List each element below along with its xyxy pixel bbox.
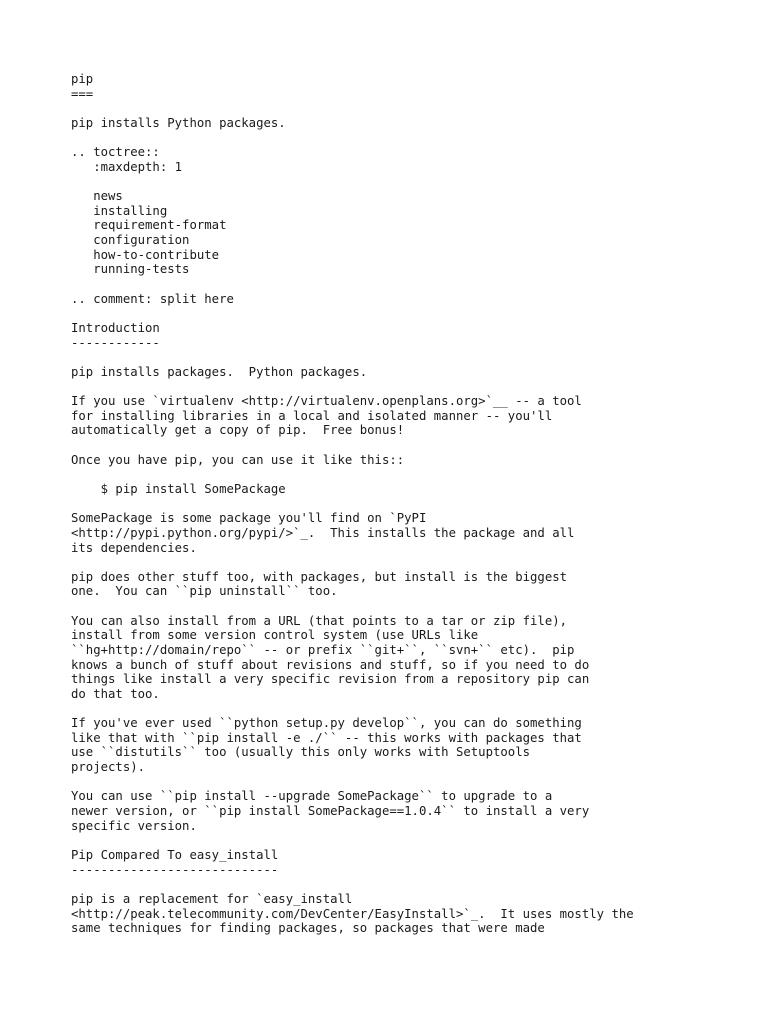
text-line: [71, 877, 751, 892]
text-line: newer version, or ``pip install SomePackage==1.0.4`` to install a very: [71, 804, 590, 819]
text-line: pip: [71, 72, 94, 86]
text-line: do that too.: [71, 686, 160, 701]
text-line: [71, 379, 751, 394]
text-line: Introduction: [71, 320, 160, 335]
text-line: You can also install from a URL (that points to a tar or zip file),: [71, 613, 568, 628]
text-line: [71, 306, 751, 321]
text-line: .. toctree::: [71, 145, 160, 160]
text-line: for installing libraries in a local and isolated manner -- you'll: [71, 408, 553, 423]
text-line: [71, 467, 751, 482]
text-line: pip installs packages. Python packages.: [71, 364, 368, 379]
text-line: use ``distutils`` too (usually this only works with Setuptools: [71, 745, 531, 760]
text-line: its dependencies.: [71, 540, 197, 555]
text-line: how-to-contribute: [71, 247, 220, 262]
text-line: knows a bunch of stuff about revisions and stuff, so if you need to do: [71, 657, 590, 672]
text-line: same techniques for finding packages, so packages that were made: [71, 921, 545, 936]
document-text: [71, 72, 751, 936]
text-line: configuration: [71, 233, 190, 248]
text-line: ``hg+http://domain/repo`` -- or prefix ``git+``, ``svn+`` etc). pip: [71, 642, 575, 657]
text-line: projects).: [71, 760, 146, 775]
text-line: like that with ``pip install -e ./`` -- this works with packages that: [71, 730, 582, 745]
text-line: [71, 702, 751, 717]
text-line: [71, 497, 751, 512]
text-line: [71, 101, 751, 116]
text-line: pip installs Python packages.: [71, 115, 286, 130]
text-line: If you've ever used ``python setup.py develop``, you can do something: [71, 716, 582, 731]
text-line: [71, 775, 751, 790]
text-line: [71, 131, 751, 146]
text-line: install from some version control system (use URLs like: [71, 628, 479, 643]
text-line: <http://pypi.python.org/pypi/>`_. This installs the package and all: [71, 525, 575, 540]
text-line: [71, 277, 751, 292]
text-line: [71, 599, 751, 614]
text-line: You can use ``pip install --upgrade SomePackage`` to upgrade to a: [71, 789, 553, 804]
text-line: pip is a replacement for `easy_install: [71, 891, 353, 906]
text-line: [71, 438, 751, 453]
text-line: ----------------------------: [71, 862, 279, 877]
text-line: things like install a very specific revision from a repository pip can: [71, 672, 590, 687]
text-line: .. comment: split here: [71, 291, 234, 306]
text-line: pip does other stuff too, with packages, but install is the biggest: [71, 569, 568, 584]
text-line: ------------: [71, 335, 160, 350]
text-line: If you use `virtualenv <http://virtualenv.openplans.org>`__ -- a tool: [71, 394, 582, 409]
text-line: [71, 350, 751, 365]
text-line: SomePackage is some package you'll find on `PyPI: [71, 511, 427, 526]
text-line: Pip Compared To easy_install: [71, 847, 279, 862]
text-line: one. You can ``pip uninstall`` too.: [71, 584, 338, 599]
text-line: automatically get a copy of pip. Free bonus!: [71, 423, 405, 438]
text-line: news: [71, 189, 123, 204]
text-line: <http://peak.telecommunity.com/DevCenter/EasyInstall>`_. It uses mostly the: [71, 906, 634, 921]
text-line: running-tests: [71, 262, 190, 277]
text-line: ===: [71, 86, 94, 101]
text-line: [71, 555, 751, 570]
text-line: requirement-format: [71, 218, 227, 233]
text-line: installing: [71, 203, 168, 218]
text-line: $ pip install SomePackage: [71, 481, 286, 496]
text-line: [71, 174, 751, 189]
text-line: specific version.: [71, 818, 197, 833]
text-line: :maxdepth: 1: [71, 159, 183, 174]
text-line: Once you have pip, you can use it like this::: [71, 452, 405, 467]
text-line: [71, 833, 751, 848]
